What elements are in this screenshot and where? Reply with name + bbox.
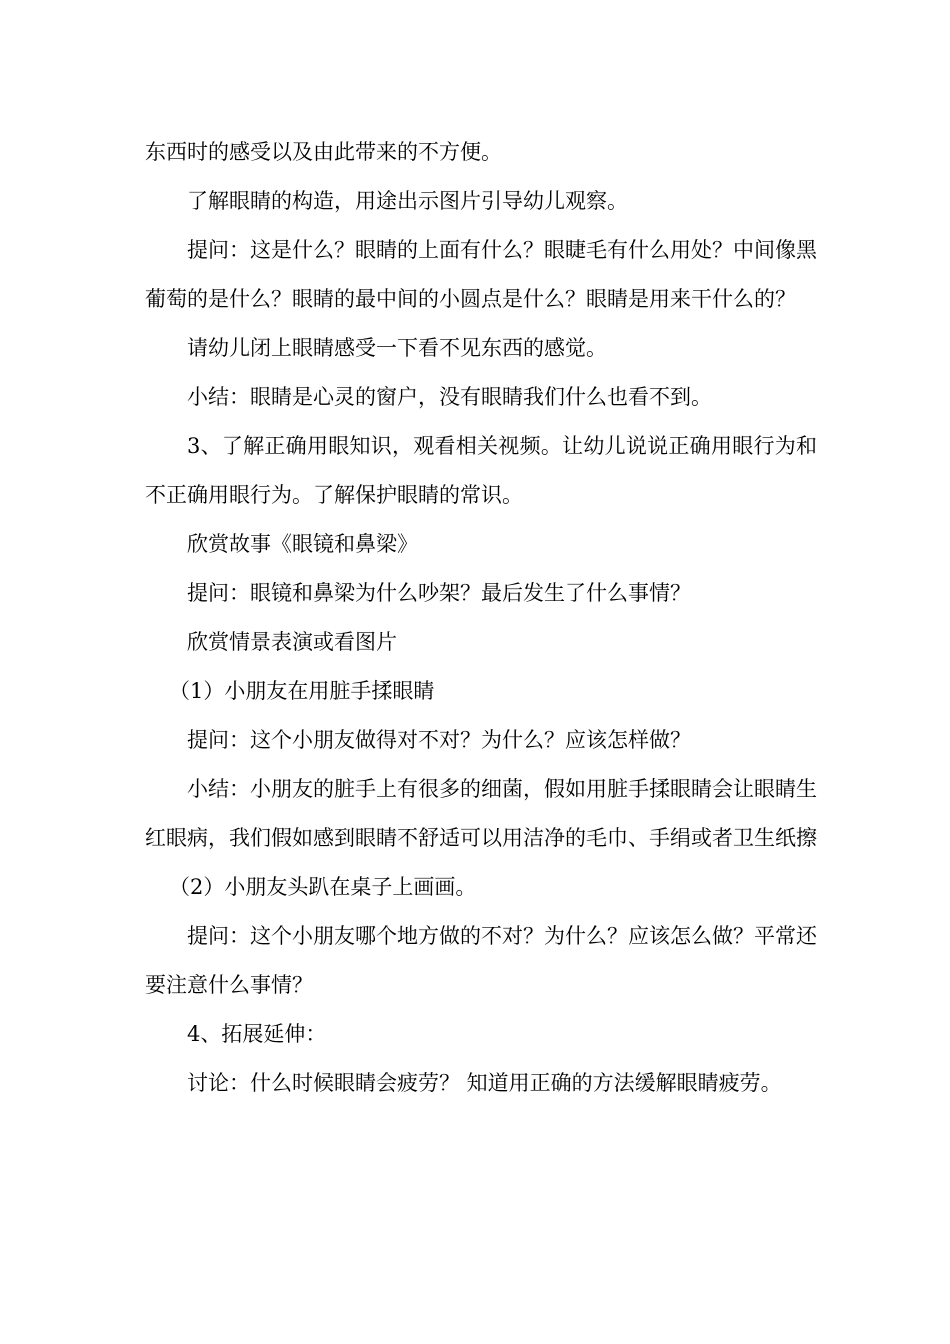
- paragraph-11: 提问：这个小朋友做得对不对？为什么？应该怎样做？: [187, 728, 691, 752]
- paragraph-2: 了解眼睛的构造，用途出示图片引导幼儿观察。: [187, 189, 628, 213]
- paragraph-13: （2）小朋友头趴在桌子上画画。: [169, 875, 477, 899]
- paragraph-10: （1）小朋友在用脏手揉眼睛: [169, 679, 435, 703]
- paragraph-3: 提问：这是什么？眼睛的上面有什么？眼睫毛有什么用处？中间像黑葡萄的是什么？眼睛的最中间的小圆点是什么？眼睛是用来干什么的？: [145, 238, 817, 311]
- document-body: [145, 128, 817, 1108]
- paragraph-15: 4、拓展延伸：: [187, 1022, 327, 1046]
- paragraph-9: 欣赏情景表演或看图片: [187, 630, 397, 654]
- paragraph-16: 讨论：什么时候眼睛会疲劳？ 知道用正确的方法缓解眼睛疲劳。: [187, 1071, 782, 1095]
- paragraph-1: 东西时的感受以及由此带来的不方便。: [145, 140, 502, 164]
- paragraph-6: 3、了解正确用眼知识，观看相关视频。让幼儿说说正确用眼行为和不正确用眼行为。了解保护眼睛的常识。: [145, 434, 817, 507]
- paragraph-5: 小结：眼睛是心灵的窗户，没有眼睛我们什么也看不到。: [187, 385, 712, 409]
- paragraph-7: 欣赏故事《眼镜和鼻梁》: [187, 532, 418, 556]
- paragraph-12: 小结：小朋友的脏手上有很多的细菌，假如用脏手揉眼睛会让眼睛生红眼病，我们假如感到眼睛不舒适可以用洁净的毛巾、手绢或者卫生纸擦: [145, 777, 817, 850]
- paragraph-4: 请幼儿闭上眼睛感受一下看不见东西的感觉。: [187, 336, 607, 360]
- paragraph-8: 提问：眼镜和鼻梁为什么吵架？最后发生了什么事情？: [187, 581, 691, 605]
- paragraph-14: 提问：这个小朋友哪个地方做的不对？为什么？应该怎么做？平常还要注意什么事情？: [145, 924, 817, 997]
